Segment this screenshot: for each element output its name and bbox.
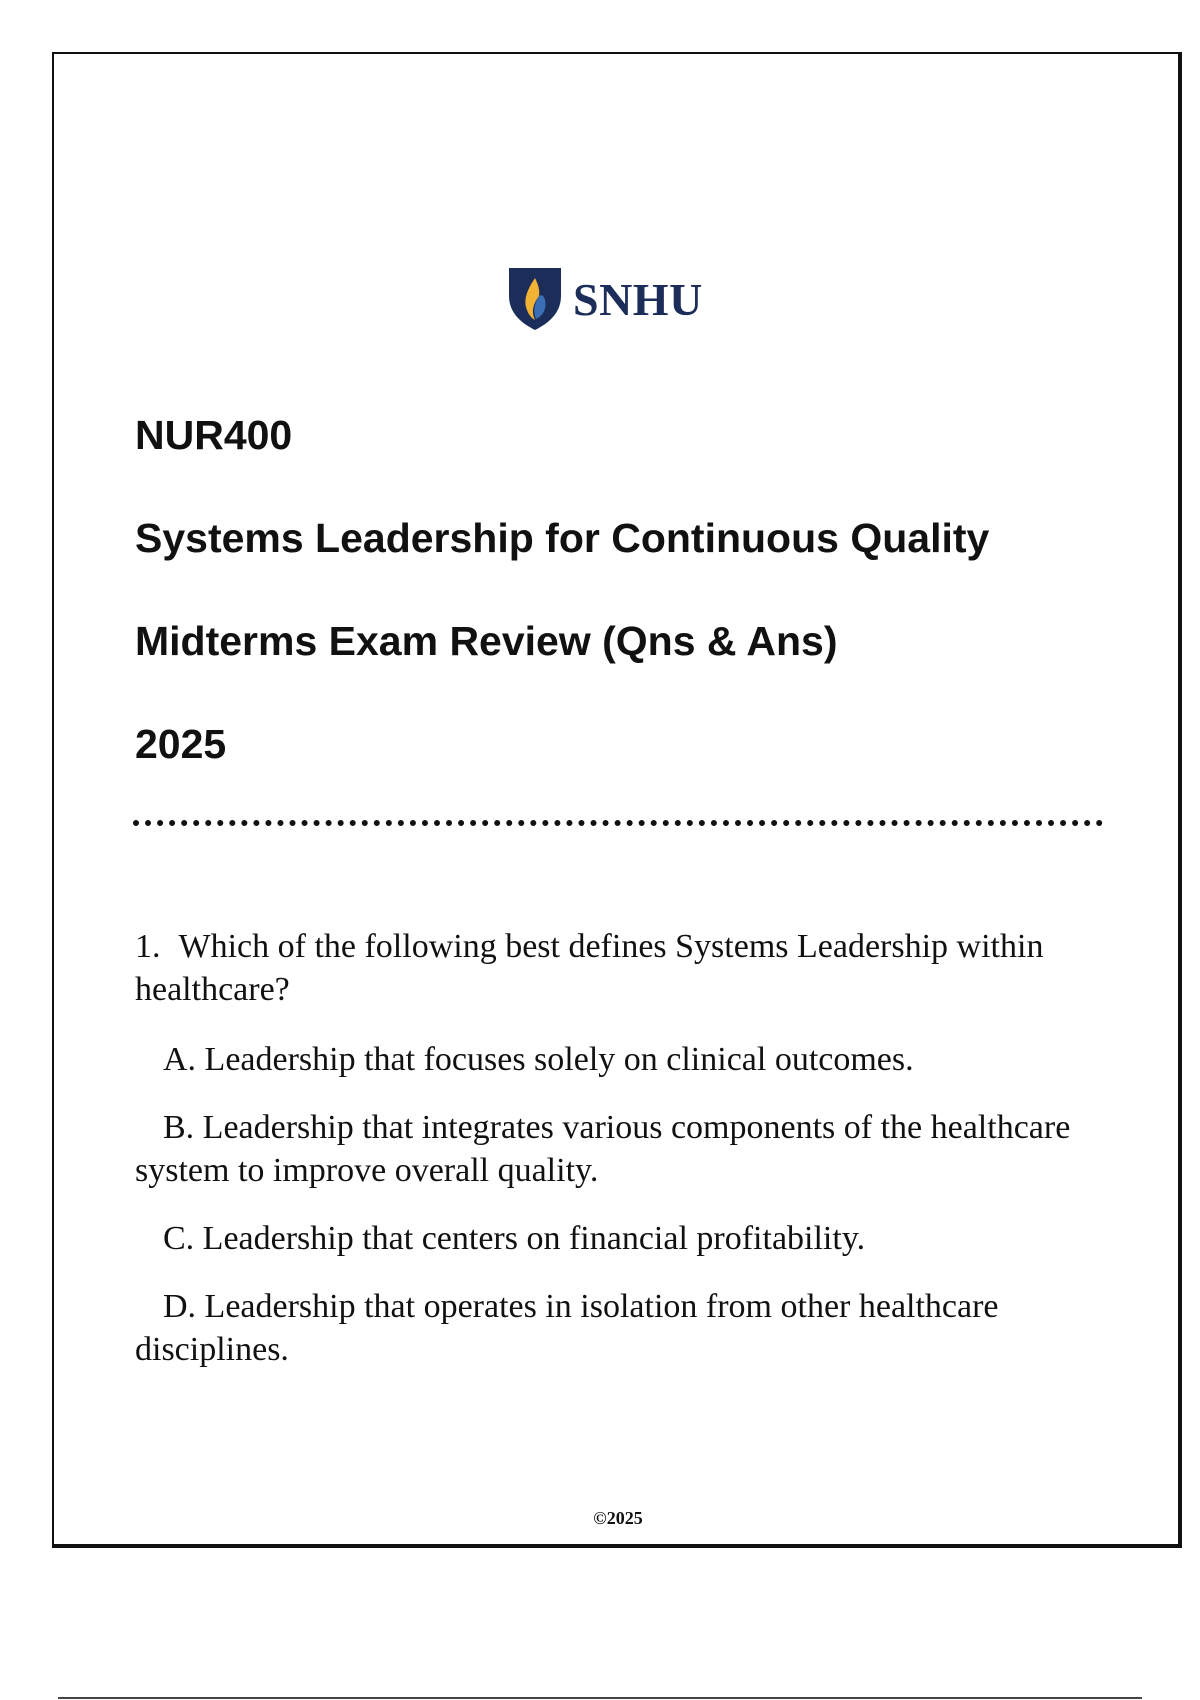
shield-flame-icon — [507, 266, 563, 332]
logo-wordmark: SNHU — [573, 273, 703, 325]
bottom-divider — [58, 1697, 1142, 1699]
course-code: NUR400 — [135, 412, 293, 458]
snhu-logo — [507, 265, 703, 333]
question-number: 1. — [135, 928, 161, 965]
question-text: Which of the following best defines Systems Leadership within healthcare? — [135, 928, 1044, 1008]
option-b: B. Leadership that integrates various components of the healthcare system to improve overall quality. — [135, 1109, 1071, 1189]
question-1 — [135, 925, 1095, 1011]
document-year: 2025 — [135, 721, 227, 767]
option-c: C. Leadership that centers on financial profitability. — [163, 1220, 866, 1257]
answer-options — [135, 1038, 1105, 1396]
option-a: A. Leadership that focuses solely on clinical outcomes. — [163, 1041, 914, 1078]
course-title: Systems Leadership for Continuous Quality — [135, 515, 990, 561]
document-subtitle: Midterms Exam Review (Qns & Ans) — [135, 618, 838, 664]
option-d: D. Leadership that operates in isolation from other healthcare disciplines. — [135, 1288, 999, 1368]
copyright-notice: ©2025 — [593, 1508, 643, 1528]
dotted-divider — [133, 820, 1103, 826]
